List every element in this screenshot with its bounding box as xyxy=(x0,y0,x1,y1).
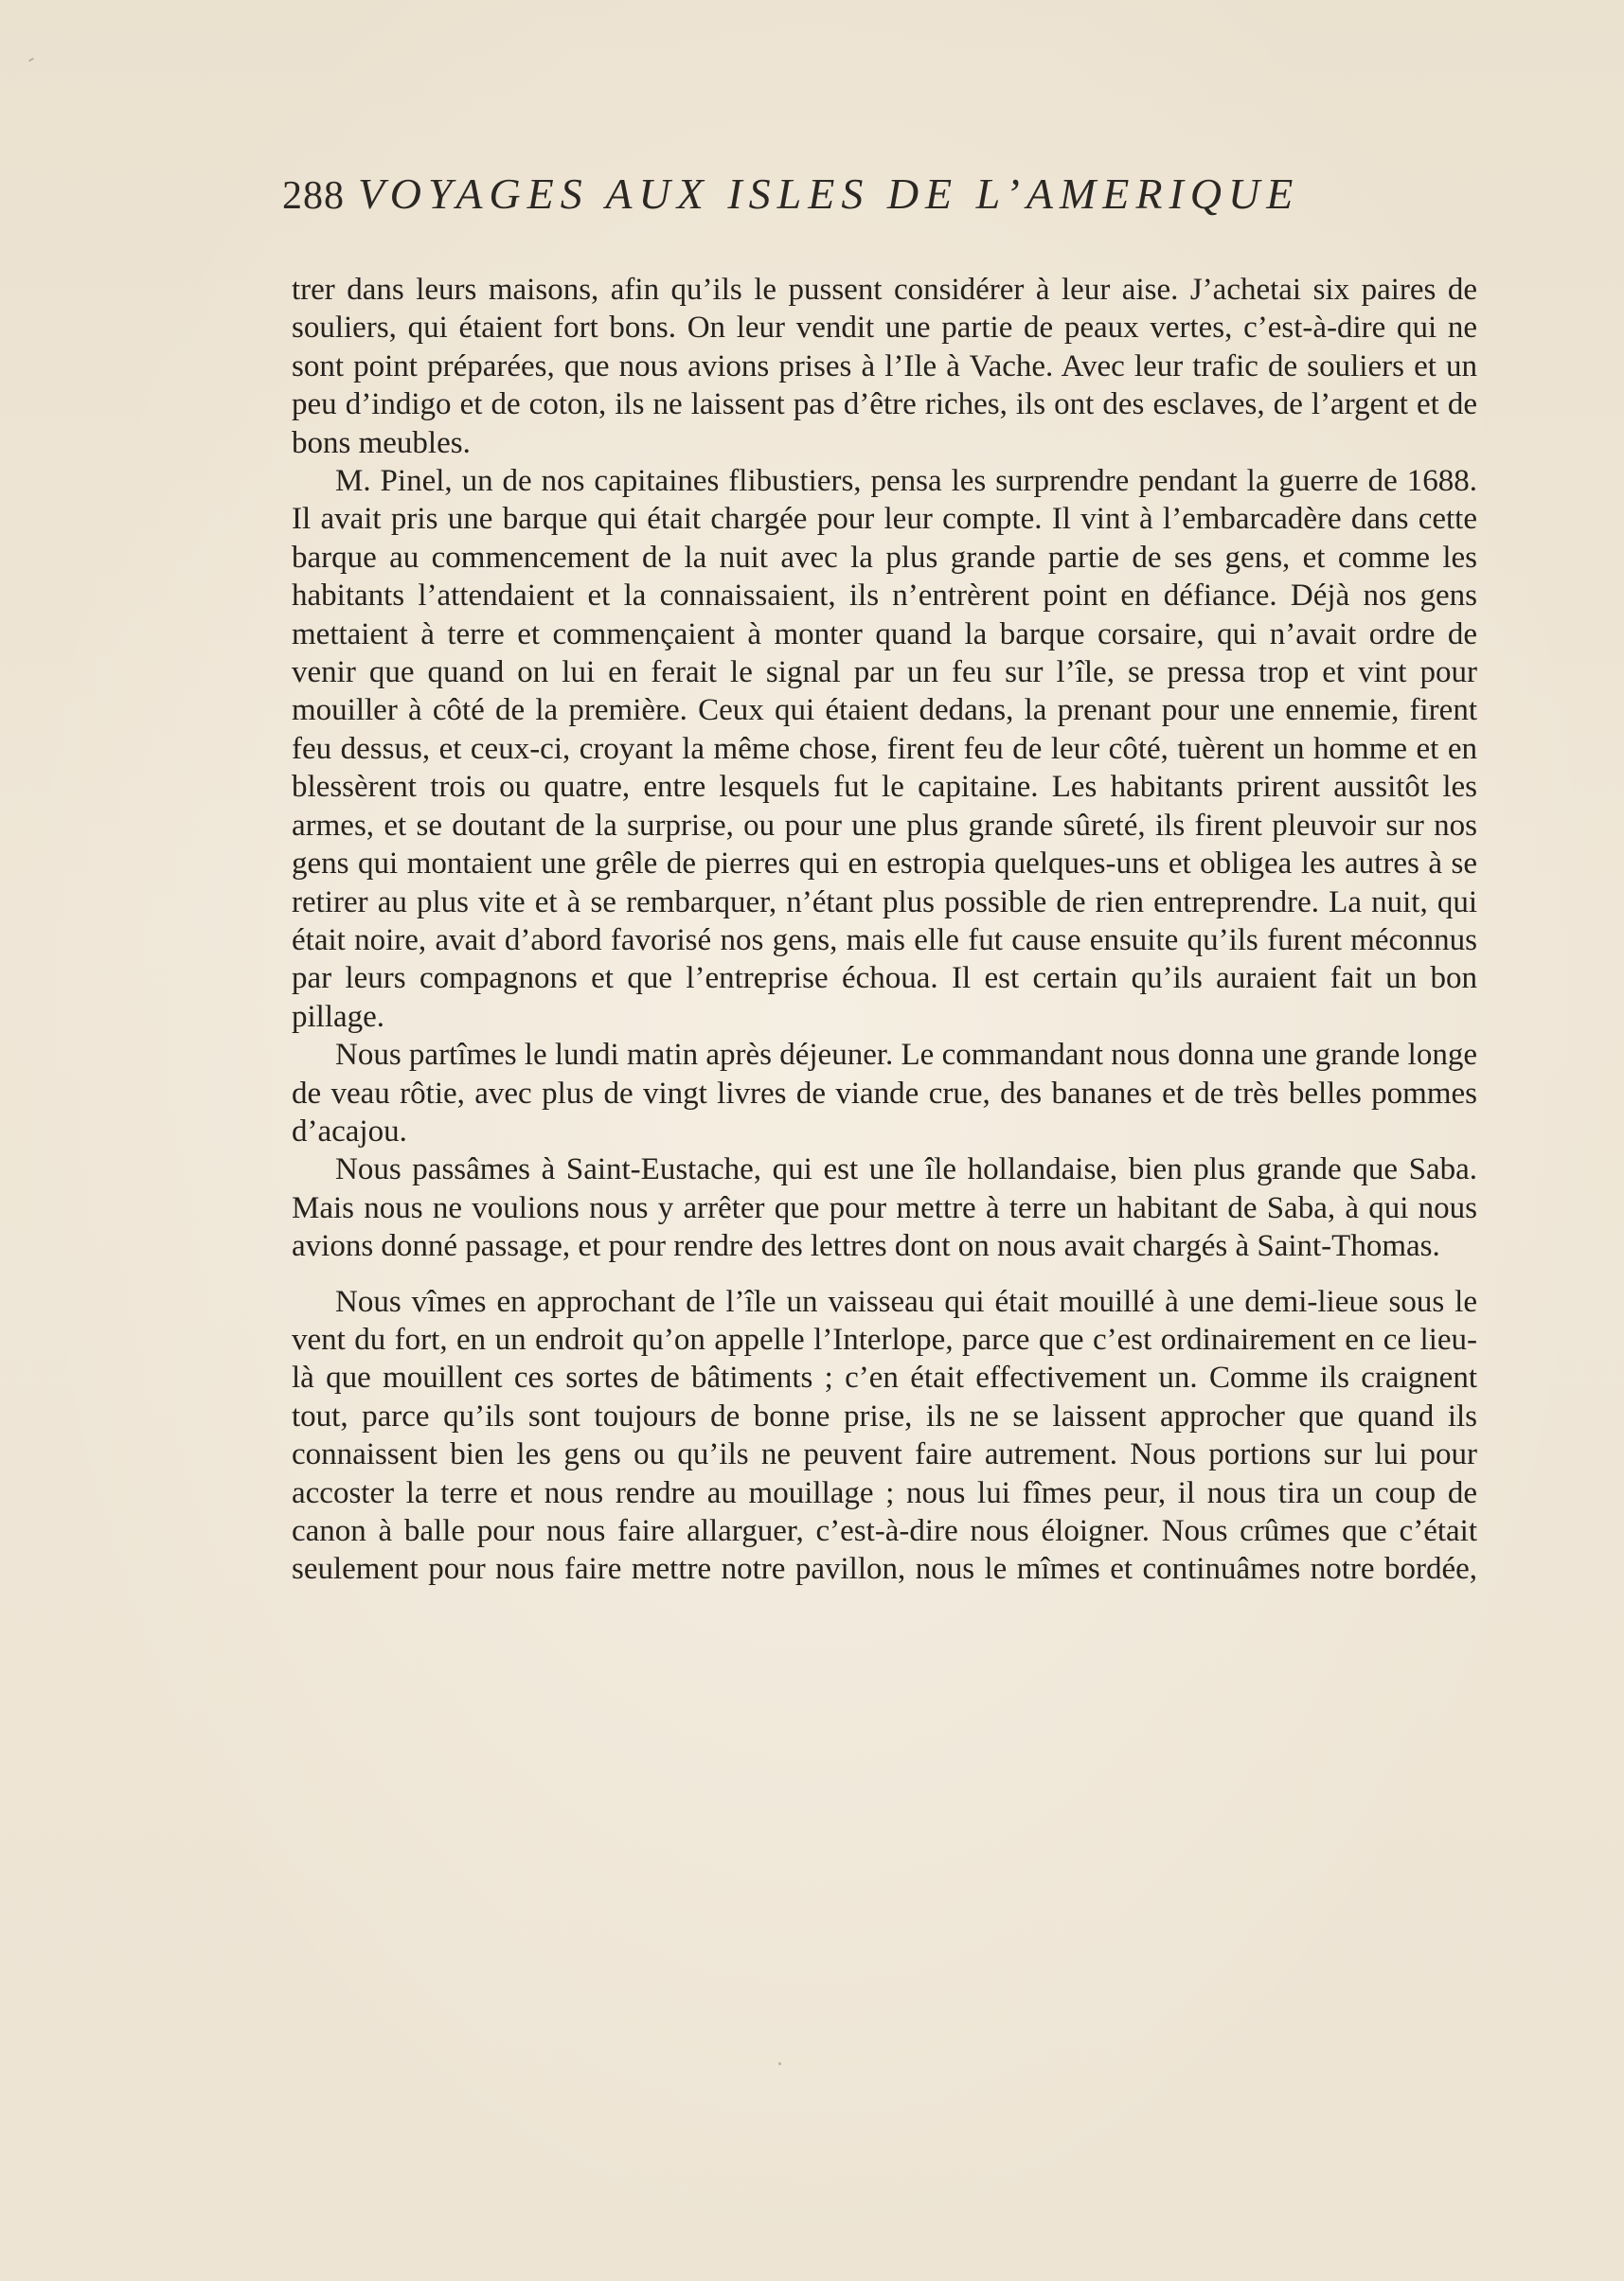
running-header xyxy=(282,169,1419,219)
running-title: VOYAGES AUX ISLES DE L’AMERIQUE xyxy=(358,169,1300,218)
page-number: 288 xyxy=(282,174,345,218)
paragraph: M. Pinel, un de nos capitaines flibustiers, pensa les surprendre pendant la guerre de 1688. Il avait pris une barque qui était chargée pour leur compte. Il vint à l’embarcadère dans cette barque au commencement de la nuit avec la plus grande partie de ses gens, et comme les habitants l’attendaient et la connaissaient, ils n’entrèrent point en défiance. Déjà nos gens mettaient à terre et commençaient à monter quand la barque corsaire, qui n’avait ordre de venir que quand on lui en ferait le signal par un feu sur l’île, se pressa trop et vint pour mouiller à côté de la première. Ceux qui étaient dedans, la prenant pour une ennemie, firent feu dessus, et ceux-ci, croyant la même chose, firent feu de leur côté, tuèrent un homme et en blessèrent trois ou quatre, entre lesquels fut le capitaine. Les habitants prirent aussitôt les armes, et se doutant de la surprise, ou pour une plus grande sûreté, ils firent pleuvoir sur nos gens qui montaient une grêle de pierres qui en estropia quelques-uns et obligea les autres à se retirer au plus vite et à se rembarquer, n’étant plus possible de rien entreprendre. La nuit, qui était noire, avait d’abord favorisé nos gens, mais elle fut cause ensuite qu’ils furent méconnus par leurs compagnons et que l’entreprise échoua. Il est certain qu’ils auraient fait un bon pillage. xyxy=(292,464,1477,1034)
paragraph: Nous partîmes le lundi matin après déjeuner. Le commandant nous donna une grande longe de veau rôtie, avec plus de vingt livres de viande crue, des bananes et de très belles pommes d’acajou. xyxy=(292,1038,1477,1149)
paragraph: Nous passâmes à Saint-Eustache, qui est une île hollandaise, bien plus grande que Saba. Mais nous ne voulions nous y arrêter que pour mettre à terre un habitant de Saba, à qui nous avions donné passage, et pour rendre des lettres dont on nous avait chargés à Saint-Thomas. xyxy=(292,1152,1477,1264)
paragraph: trer dans leurs maisons, afin qu’ils le pussent considérer à leur aise. J’achetai six paires de souliers, qui étaient fort bons. On leur vendit une partie de peaux vertes, c’est-à-dire qui ne sont point préparées, que nous avions prises à l’Ile à Vache. Avec leur trafic de souliers et un peu d’indigo et de coton, ils ne laissent pas d’être riches, ils ont des esclaves, de l’argent et de bons meubles. xyxy=(292,273,1477,460)
paper-speck xyxy=(778,2062,781,2065)
body-text xyxy=(292,271,1477,1589)
paper-speck xyxy=(28,58,34,62)
paragraph: Nous vîmes en approchant de l’île un vaisseau qui était mouillé à une demi-lieue sous le vent du fort, en un endroit qu’on appelle l’Interlope, parce que c’est ordinairement en ce lieu-là que mouillent ces sortes de bâtiments ; c’en était effectivement un. Comme ils craignent tout, parce qu’ils sont toujours de bonne prise, ils ne se laissent approcher que quand ils connaissent bien les gens ou qu’ils ne peuvent faire autrement. Nous portions sur lui pour accoster la terre et nous rendre au mouillage ; nous lui fîmes peur, il nous tira un coup de canon à balle pour nous faire allarguer, c’est-à-dire nous éloigner. Nous crûmes que c’était seulement pour nous faire mettre notre pavillon, nous le mîmes et continuâmes notre bordée, xyxy=(292,1284,1477,1587)
